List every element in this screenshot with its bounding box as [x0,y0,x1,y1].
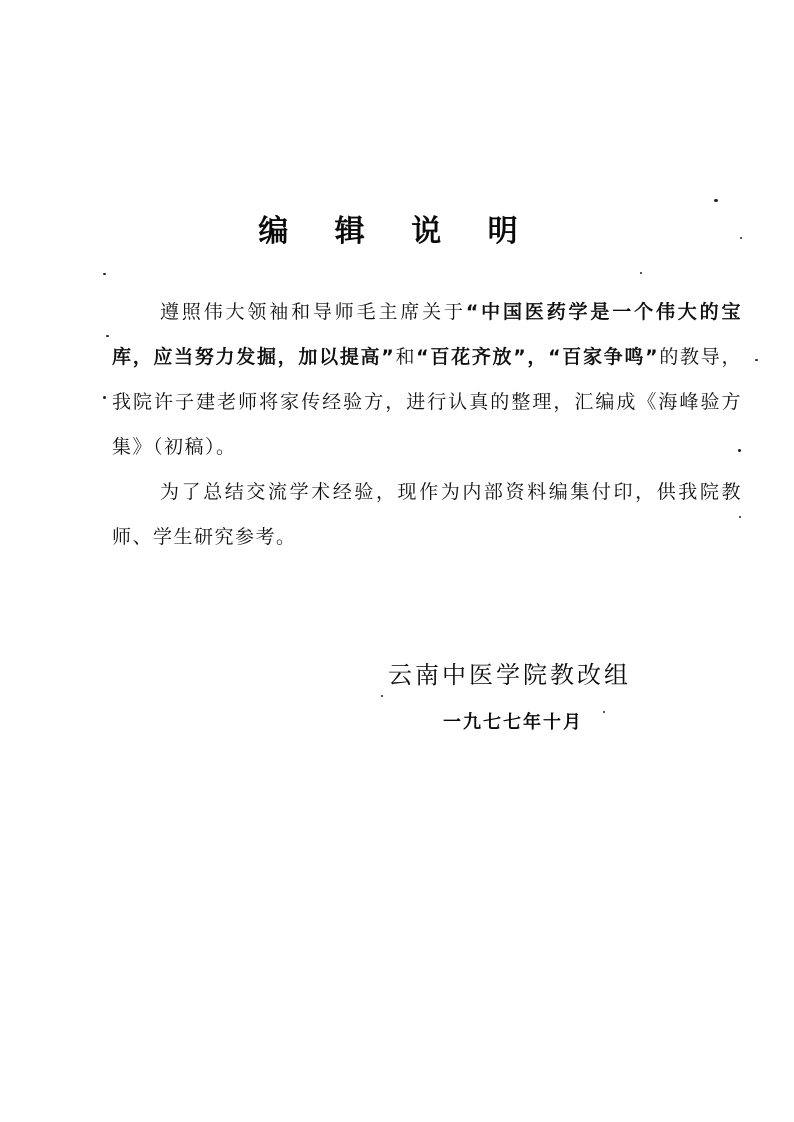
scan-speck [738,449,741,452]
paragraph-1 [112,290,742,470]
scan-speck [106,335,109,337]
signature: 云南中医学院教改组 [388,661,631,689]
scan-speck [603,711,605,713]
scan-speck [381,695,383,697]
paragraph-1-rest: 的教导，我院许子建老师将家传经验方，进行认真的整理，汇编成《海峰验方集》（初稿）。 [112,346,742,458]
scan-speck [755,359,758,361]
paragraph-1-and: 和 [395,346,417,368]
quote-hundred-flowers: “百花齐放”，“百家争鸣” [416,346,660,368]
document-date: 一九七七年十月 [443,712,583,733]
quote-treasure: “中国医药学是一个伟大的宝库，应当努力发掘，加以提高” [112,301,742,368]
scan-speck [714,199,718,202]
paragraph-2 [112,470,742,560]
paragraph-2-text: 为了总结交流学术经验，现作为内部资料编集付印，供我院教师、学生研究参考。 [112,481,742,548]
document-title: 编 辑 说 明 [258,214,536,249]
paragraph-1-intro: 遵照伟大领袖和导师毛主席关于 [160,301,466,323]
scan-speck [640,272,642,274]
scan-speck [103,273,106,275]
scan-speck [740,237,742,239]
scan-speck [103,396,106,399]
scan-speck [739,516,741,518]
